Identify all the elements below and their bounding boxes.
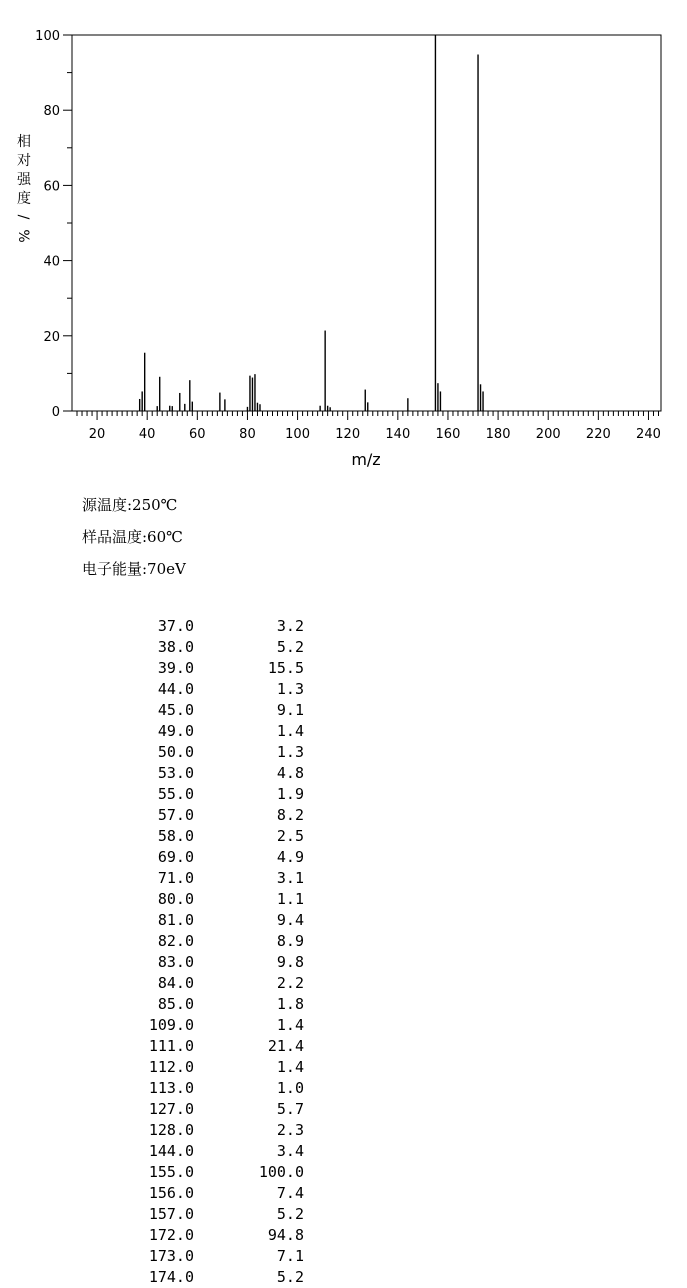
peak-mz: 80.0 — [157, 890, 194, 908]
peak-row — [120, 889, 304, 910]
peak-row — [120, 1036, 304, 1057]
peak-row — [120, 805, 304, 826]
peak-row — [120, 1099, 304, 1120]
x-tick-label: 120 — [335, 427, 361, 442]
x-axis-label: m/z — [351, 450, 381, 469]
y-axis-label-char: 强 — [17, 172, 31, 188]
peak-row — [120, 826, 304, 847]
mass-spectrum-chart — [0, 0, 687, 480]
y-tick-label: 20 — [43, 329, 60, 345]
x-tick-label: 80 — [239, 427, 256, 442]
peak-row — [120, 910, 304, 931]
peak-mz: 157.0 — [148, 1205, 194, 1223]
peak-mz: 71.0 — [157, 869, 194, 887]
peak-row — [120, 931, 304, 952]
x-tick-label: 60 — [189, 427, 206, 442]
peak-intensity: 1.4 — [276, 1016, 304, 1034]
peak-row — [120, 1267, 304, 1288]
peak-row — [120, 637, 304, 658]
peak-mz: 172.0 — [148, 1226, 194, 1244]
peak-row — [120, 784, 304, 805]
peak-row — [120, 1141, 304, 1162]
electron-energy: 电子能量:70eV — [82, 560, 186, 578]
peak-row — [120, 616, 304, 637]
peak-intensity: 1.1 — [276, 890, 304, 908]
x-tick-label: 160 — [435, 427, 461, 442]
peak-intensity: 100.0 — [258, 1163, 304, 1181]
x-tick-label: 140 — [385, 427, 411, 442]
peak-mz: 174.0 — [148, 1268, 194, 1286]
peak-mz: 156.0 — [148, 1184, 194, 1202]
x-tick-label: 200 — [535, 427, 561, 442]
peak-row — [120, 868, 304, 889]
peak-intensity: 5.7 — [276, 1100, 304, 1118]
peak-mz: 113.0 — [148, 1079, 194, 1097]
peak-intensity: 9.1 — [276, 701, 304, 719]
peak-mz: 69.0 — [157, 848, 194, 866]
peak-intensity: 9.8 — [276, 953, 304, 971]
peak-mz: 45.0 — [157, 701, 194, 719]
y-axis-label-char: 对 — [17, 153, 31, 169]
peak-row — [120, 763, 304, 784]
peak-mz: 144.0 — [148, 1142, 194, 1160]
peak-intensity: 4.8 — [276, 764, 304, 782]
peak-intensity: 5.2 — [276, 1205, 304, 1223]
peak-mz: 49.0 — [157, 722, 194, 740]
peak-intensity: 2.5 — [276, 827, 304, 845]
peak-intensity: 4.9 — [276, 848, 304, 866]
x-tick-label: 240 — [636, 427, 661, 442]
y-tick-label: 0 — [51, 405, 60, 420]
peak-table — [120, 616, 304, 1288]
peak-mz: 109.0 — [148, 1016, 194, 1034]
peak-intensity: 3.1 — [276, 869, 304, 887]
peak-intensity: 1.8 — [276, 995, 304, 1013]
peak-row — [120, 1246, 304, 1267]
peak-intensity: 5.2 — [276, 638, 304, 656]
x-axis — [89, 411, 661, 442]
y-tick-label: 60 — [43, 179, 60, 195]
peak-mz: 127.0 — [148, 1100, 194, 1118]
peak-row — [120, 1183, 304, 1204]
peak-intensity: 7.1 — [276, 1247, 304, 1265]
x-tick-label: 180 — [485, 427, 511, 442]
peak-intensity: 1.4 — [276, 1058, 304, 1076]
peak-mz: 112.0 — [148, 1058, 194, 1076]
spectrum-peaks — [140, 35, 483, 411]
peak-mz: 53.0 — [157, 764, 194, 782]
plot-frame — [72, 35, 661, 411]
peak-intensity: 2.2 — [276, 974, 304, 992]
peak-intensity: 8.2 — [276, 806, 304, 824]
peak-mz: 173.0 — [148, 1247, 194, 1265]
y-axis-label-char: 度 — [17, 191, 31, 207]
peak-row — [120, 1162, 304, 1183]
peak-mz: 37.0 — [157, 617, 194, 635]
peak-row — [120, 721, 304, 742]
x-tick-label: 40 — [138, 427, 156, 442]
peak-row — [120, 1057, 304, 1078]
peak-row — [120, 1015, 304, 1036]
x-minor-ticks — [77, 411, 658, 416]
peak-mz: 55.0 — [157, 785, 194, 803]
peak-intensity: 1.3 — [276, 743, 304, 761]
peak-mz: 82.0 — [157, 932, 194, 950]
x-tick-label: 20 — [88, 427, 106, 442]
peak-mz: 128.0 — [148, 1121, 194, 1139]
peak-row — [120, 1225, 304, 1246]
peak-intensity: 1.4 — [276, 722, 304, 740]
peak-mz: 85.0 — [157, 995, 194, 1013]
peak-intensity: 8.9 — [276, 932, 304, 950]
peak-intensity: 5.2 — [276, 1268, 304, 1286]
y-axis-label-char: 相 — [17, 134, 31, 150]
peak-mz: 39.0 — [157, 659, 194, 677]
y-tick-label: 80 — [43, 104, 60, 120]
peak-intensity: 21.4 — [267, 1037, 304, 1055]
x-tick-label: 100 — [285, 427, 310, 442]
peak-mz: 57.0 — [157, 806, 194, 824]
y-tick-label: 100 — [35, 29, 60, 44]
x-tick-label: 220 — [585, 427, 611, 442]
peak-intensity: 9.4 — [276, 911, 304, 929]
peak-row — [120, 973, 304, 994]
y-tick-label: 40 — [43, 254, 60, 270]
peak-mz: 38.0 — [157, 638, 194, 656]
peak-mz: 44.0 — [157, 680, 194, 698]
peak-mz: 50.0 — [157, 743, 194, 761]
sample-temperature: 样品温度:60℃ — [82, 528, 183, 546]
peak-intensity: 1.3 — [276, 680, 304, 698]
peak-row — [120, 1078, 304, 1099]
peak-row — [120, 847, 304, 868]
peak-row — [120, 700, 304, 721]
peak-intensity: 3.4 — [276, 1142, 304, 1160]
peak-intensity: 1.0 — [276, 1079, 304, 1097]
peak-mz: 83.0 — [157, 953, 194, 971]
y-axis-label-char: / — [15, 214, 31, 220]
peak-mz: 111.0 — [148, 1037, 194, 1055]
y-axis-label — [15, 133, 32, 243]
peak-mz: 81.0 — [157, 911, 194, 929]
peak-row — [120, 679, 304, 700]
peak-mz: 84.0 — [157, 974, 194, 992]
peak-row — [120, 742, 304, 763]
peak-row — [120, 1204, 304, 1225]
y-axis — [35, 29, 72, 420]
peak-mz: 155.0 — [148, 1163, 194, 1181]
peak-intensity: 2.3 — [276, 1121, 304, 1139]
peak-intensity: 94.8 — [267, 1226, 304, 1244]
peak-row — [120, 658, 304, 679]
peak-intensity: 7.4 — [276, 1184, 304, 1202]
source-temperature: 源温度:250℃ — [82, 496, 178, 514]
peak-row — [120, 1120, 304, 1141]
y-axis-label-char: % — [15, 229, 31, 243]
peak-row — [120, 952, 304, 973]
peak-intensity: 15.5 — [267, 659, 304, 677]
peak-row — [120, 994, 304, 1015]
peak-intensity: 1.9 — [276, 785, 304, 803]
peak-mz: 58.0 — [157, 827, 194, 845]
peak-intensity: 3.2 — [276, 617, 304, 635]
